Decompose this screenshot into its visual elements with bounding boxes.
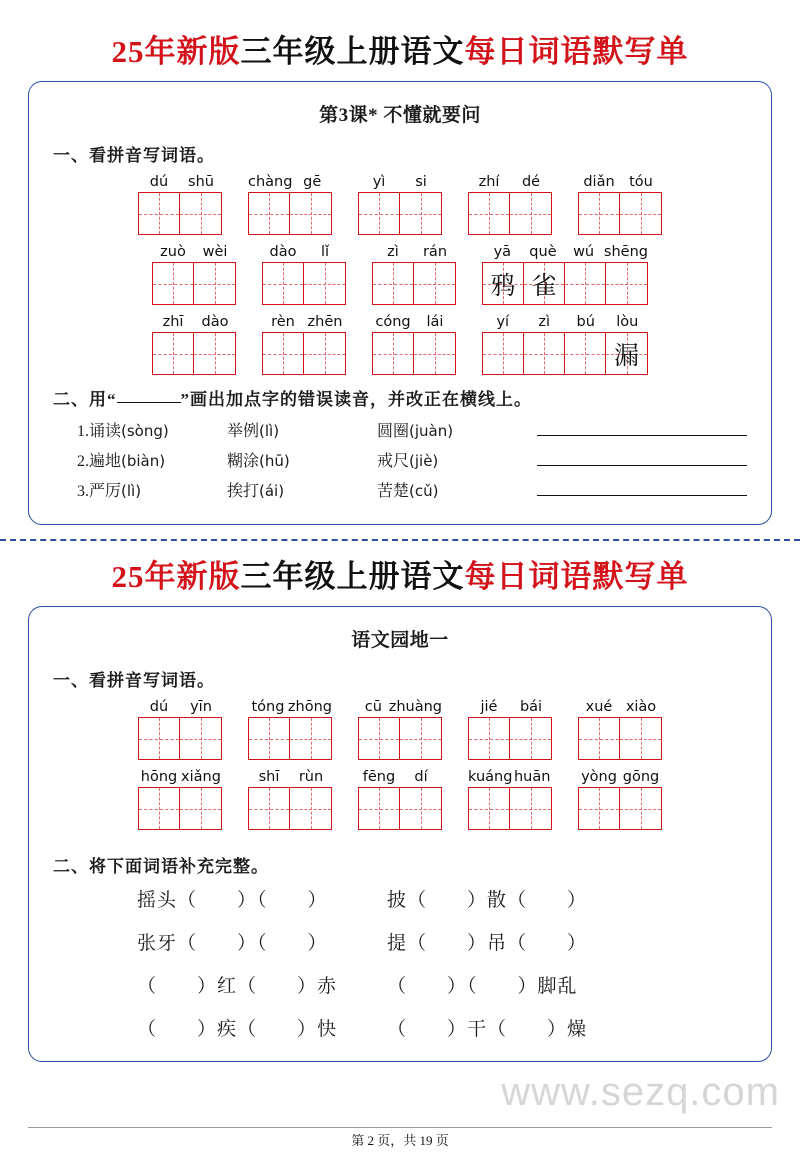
tianzige-cell[interactable]	[565, 333, 606, 374]
word-group	[152, 244, 236, 305]
pinyin-syllable: gē	[303, 174, 322, 190]
cell-char: 鸦	[490, 272, 516, 300]
tianzige-cell[interactable]	[483, 333, 524, 374]
pinyin-line	[468, 174, 552, 190]
tianzige-cell[interactable]	[180, 788, 221, 829]
item-pinyin: (jiè)	[409, 452, 439, 470]
pinyin-line	[482, 314, 648, 330]
pinyin-syllable: yā	[493, 244, 512, 260]
page-banner-1	[0, 26, 800, 71]
tianzige-grid[interactable]	[358, 192, 442, 235]
section-label-pinyin-writing-2: 一、看拼音写词语。	[53, 671, 215, 690]
tianzige-cell[interactable]	[263, 333, 304, 374]
tianzige-grid[interactable]	[138, 192, 222, 235]
pinyin-syllable: zhuàng	[388, 699, 442, 715]
word-group	[578, 769, 662, 830]
pinyin-line	[248, 699, 332, 715]
tianzige-cell[interactable]	[290, 788, 331, 829]
pinyin-syllable: xué	[585, 699, 613, 715]
tianzige-cell[interactable]	[153, 263, 194, 304]
section-label-complete-words: 二、将下面词语补充完整。	[53, 857, 269, 876]
exercise-row	[47, 478, 753, 501]
tianzige-grid[interactable]	[248, 787, 332, 830]
tianzige-cell[interactable]	[483, 263, 524, 304]
pinyin-syllable: cū	[364, 699, 382, 715]
tianzige-cell[interactable]	[400, 718, 441, 759]
pinyin-syllable: yí	[496, 314, 510, 330]
tianzige-cell[interactable]	[510, 718, 551, 759]
pinyin-syllable: wèi	[202, 244, 228, 260]
exercise-item	[227, 418, 377, 441]
word-group	[358, 769, 442, 830]
pinyin-line	[578, 174, 662, 190]
answer-blank[interactable]	[537, 420, 747, 436]
word-group	[372, 244, 456, 305]
word-group	[138, 769, 222, 830]
banner-black-middle: 三年级上册语文	[240, 34, 465, 69]
banner-red-prefix: 25年新版	[111, 559, 241, 594]
pinyin-syllable: zhí	[478, 174, 500, 190]
watermark: www.sezq.com	[501, 1070, 780, 1114]
item-word: 圆圈	[377, 423, 410, 440]
pinyin-line	[358, 174, 442, 190]
pinyin-line	[138, 174, 222, 190]
pinyin-line	[482, 244, 648, 260]
item-word: 诵读	[89, 423, 122, 440]
tianzige-grid[interactable]	[358, 787, 442, 830]
word-row	[47, 769, 753, 830]
tianzige-cell[interactable]	[469, 718, 510, 759]
pinyin-syllable: bú	[576, 314, 595, 330]
pinyin-syllable: xiào	[625, 699, 657, 715]
tianzige-cell[interactable]	[510, 788, 551, 829]
pinyin-syllable: huān	[513, 769, 551, 785]
item-word: 苦楚	[377, 483, 410, 500]
item-pinyin: (juàn)	[409, 422, 454, 440]
word-row	[47, 244, 753, 305]
tianzige-cell[interactable]	[414, 263, 455, 304]
exercise-item	[77, 448, 227, 471]
word-group	[262, 244, 346, 305]
pinyin-line	[262, 244, 346, 260]
pinyin-line	[578, 769, 662, 785]
tianzige-cell[interactable]	[579, 788, 620, 829]
tianzige-grid[interactable]	[372, 262, 456, 305]
tianzige-cell[interactable]	[400, 788, 441, 829]
fill-item-left[interactable]: （ ）红（ ）赤	[137, 976, 338, 997]
tianzige-grid[interactable]	[248, 192, 332, 235]
tianzige-grid[interactable]	[482, 332, 648, 375]
item-index: 1.	[77, 423, 89, 440]
tianzige-grid[interactable]	[468, 787, 552, 830]
pinyin-syllable: chàng	[248, 174, 293, 190]
tianzige-grid[interactable]	[482, 262, 648, 305]
tianzige-cell[interactable]	[620, 788, 661, 829]
cell-char: 漏	[613, 342, 639, 370]
tianzige-cell[interactable]	[359, 718, 400, 759]
pinyin-line	[358, 769, 442, 785]
word-group	[138, 174, 222, 235]
pinyin-syllable: yì	[372, 174, 386, 190]
page-footer	[0, 1127, 800, 1149]
pinyin-line	[358, 699, 442, 715]
pinyin-syllable: zhōng	[287, 699, 332, 715]
tianzige-cell[interactable]	[290, 718, 331, 759]
fill-row	[47, 885, 753, 912]
tianzige-cell[interactable]	[263, 263, 304, 304]
word-group	[248, 769, 332, 830]
word-group	[578, 699, 662, 760]
pinyin-line	[468, 769, 552, 785]
tianzige-grid[interactable]	[248, 717, 332, 760]
word-group	[482, 244, 648, 305]
item-word: 挨打	[227, 483, 260, 500]
fill-row	[47, 1014, 753, 1041]
underline-placeholder	[117, 402, 181, 403]
pinyin-line	[578, 699, 662, 715]
tianzige-cell[interactable]	[606, 263, 647, 304]
pinyin-syllable: tóu	[629, 174, 653, 190]
pinyin-line	[372, 244, 456, 260]
exercise-item	[377, 478, 527, 501]
word-group	[468, 699, 552, 760]
pinyin-syllable: dú	[149, 699, 169, 715]
pinyin-line	[152, 314, 236, 330]
item-word: 糊涂	[227, 453, 260, 470]
word-group	[468, 769, 552, 830]
pinyin-line	[248, 174, 332, 190]
exercise-item	[227, 448, 377, 471]
pinyin-syllable: shēng	[603, 244, 648, 260]
item-pinyin: (biàn)	[121, 452, 166, 470]
tianzige-grid[interactable]	[152, 262, 236, 305]
pinyin-syllable: si	[415, 174, 427, 190]
item-word: 严厉	[89, 483, 122, 500]
worksheet-page-2	[0, 551, 800, 1062]
tianzige-cell[interactable]	[194, 333, 235, 374]
section-label-suffix: ”画出加点字的错误读音，并改正在横线上。	[180, 390, 532, 409]
pinyin-syllable: tóng	[251, 699, 285, 715]
tianzige-cell[interactable]	[510, 193, 551, 234]
pinyin-line	[372, 314, 456, 330]
tianzige-cell[interactable]	[194, 263, 235, 304]
pinyin-line	[152, 244, 236, 260]
tianzige-grid[interactable]	[138, 787, 222, 830]
tianzige-cell[interactable]	[565, 263, 606, 304]
pinyin-syllable: bái	[519, 699, 543, 715]
pinyin-line	[138, 769, 222, 785]
pinyin-syllable: lái	[426, 314, 444, 330]
tianzige-grid[interactable]	[578, 192, 662, 235]
item-pinyin: (lì)	[121, 482, 142, 500]
answer-blank[interactable]	[537, 450, 747, 466]
footer-rule	[28, 1127, 772, 1128]
word-group	[248, 699, 332, 760]
fill-item-right[interactable]: （ ）干（ ）燥	[387, 1019, 588, 1040]
word-group	[138, 699, 222, 760]
tianzige-cell[interactable]	[579, 718, 620, 759]
tianzige-cell[interactable]	[373, 333, 414, 374]
exercise-row	[47, 448, 753, 471]
tianzige-cell[interactable]	[249, 718, 290, 759]
item-word: 戒尺	[377, 453, 410, 470]
tianzige-grid[interactable]	[262, 332, 346, 375]
tianzige-grid[interactable]	[468, 192, 552, 235]
tianzige-cell[interactable]	[414, 333, 455, 374]
item-word: 举例	[227, 423, 260, 440]
wrong-pinyin-exercise	[47, 418, 753, 501]
banner-red-suffix: 每日词语默写单	[464, 34, 689, 69]
pinyin-syllable: dí	[414, 769, 428, 785]
item-pinyin: (cǔ)	[409, 482, 439, 500]
word-row	[47, 314, 753, 375]
word-group	[152, 314, 236, 375]
lesson-title-1: 第3课* 不懂就要问	[319, 105, 481, 126]
item-pinyin: (hū)	[259, 452, 290, 470]
section-label-prefix: 二、用“	[53, 390, 117, 409]
fill-item-left[interactable]: 张牙（ ）（ ）	[137, 933, 328, 954]
item-word: 遍地	[89, 453, 122, 470]
pinyin-syllable: dào	[269, 244, 297, 260]
word-row	[47, 174, 753, 235]
tianzige-cell[interactable]	[249, 788, 290, 829]
fill-item-right[interactable]: （ ）（ ）脚乱	[387, 976, 578, 997]
tianzige-cell[interactable]	[180, 193, 221, 234]
word-group	[358, 699, 442, 760]
tianzige-grid[interactable]	[138, 717, 222, 760]
fill-item-right[interactable]: 披（ ）散（ ）	[387, 890, 588, 911]
tianzige-cell[interactable]	[469, 788, 510, 829]
pinyin-line	[262, 314, 346, 330]
tianzige-cell[interactable]	[606, 333, 647, 374]
pinyin-syllable: rèn	[271, 314, 295, 330]
pinyin-syllable: rùn	[298, 769, 324, 785]
tianzige-cell[interactable]	[139, 718, 180, 759]
tianzige-cell[interactable]	[524, 263, 565, 304]
pinyin-syllable: yīn	[190, 699, 212, 715]
word-group	[372, 314, 456, 375]
word-group	[262, 314, 346, 375]
banner-black-middle: 三年级上册语文	[240, 559, 465, 594]
tianzige-cell[interactable]	[304, 333, 345, 374]
pinyin-syllable: zhī	[162, 314, 184, 330]
word-group	[248, 174, 332, 235]
tianzige-cell[interactable]	[620, 193, 661, 234]
exercise-item	[377, 418, 527, 441]
section-label-wrong-pinyin	[53, 385, 753, 410]
tianzige-cell[interactable]	[290, 193, 331, 234]
word-group	[358, 174, 442, 235]
banner-red-prefix: 25年新版	[111, 34, 241, 69]
tianzige-cell[interactable]	[180, 718, 221, 759]
fill-row	[47, 971, 753, 998]
section-label-pinyin-writing-1: 一、看拼音写词语。	[53, 146, 215, 165]
worksheet-page-1	[0, 26, 800, 525]
tianzige-grid[interactable]	[372, 332, 456, 375]
pinyin-syllable: zì	[538, 314, 551, 330]
word-group	[482, 314, 648, 375]
tianzige-cell[interactable]	[373, 263, 414, 304]
item-pinyin: (ái)	[259, 482, 285, 500]
lesson-title-2: 语文园地一	[351, 630, 449, 651]
pinyin-syllable: lǐ	[320, 244, 330, 260]
pinyin-syllable: zuò	[160, 244, 186, 260]
tianzige-cell[interactable]	[304, 263, 345, 304]
tianzige-grid[interactable]	[578, 717, 662, 760]
answer-blank[interactable]	[537, 480, 747, 496]
tianzige-grid[interactable]	[578, 787, 662, 830]
page-banner-2	[0, 551, 800, 596]
item-pinyin: (sòng)	[121, 422, 169, 440]
item-pinyin: (lì)	[259, 422, 280, 440]
tianzige-cell[interactable]	[400, 193, 441, 234]
item-index: 2.	[77, 453, 89, 470]
word-group	[468, 174, 552, 235]
pinyin-syllable: diǎn	[583, 174, 615, 190]
pinyin-syllable: shū	[188, 174, 214, 190]
pinyin-syllable: zì	[387, 244, 399, 260]
pinyin-syllable: gōng	[622, 769, 660, 785]
page-divider	[0, 539, 800, 541]
pinyin-line	[138, 699, 222, 715]
pinyin-syllable: zhēn	[307, 314, 343, 330]
pinyin-syllable: fēng	[362, 769, 396, 785]
tianzige-cell[interactable]	[139, 788, 180, 829]
tianzige-grid[interactable]	[358, 717, 442, 760]
tianzige-grid[interactable]	[468, 717, 552, 760]
complete-words-exercise	[47, 885, 753, 1041]
banner-red-suffix: 每日词语默写单	[464, 559, 689, 594]
page-number: 第 2 页，共 19 页	[351, 1133, 449, 1148]
pinyin-syllable: què	[529, 244, 557, 260]
pinyin-line	[248, 769, 332, 785]
pinyin-syllable: xiǎng	[181, 769, 221, 785]
exercise-item	[77, 418, 227, 441]
pinyin-line	[468, 699, 552, 715]
pinyin-syllable: shī	[258, 769, 280, 785]
pinyin-syllable: lòu	[616, 314, 639, 330]
sheet-box-2	[28, 606, 772, 1062]
tianzige-cell[interactable]	[579, 193, 620, 234]
cell-char: 雀	[531, 272, 557, 300]
fill-item-right[interactable]: 提（ ）吊（ ）	[387, 933, 588, 954]
word-group	[578, 174, 662, 235]
tianzige-cell[interactable]	[249, 193, 290, 234]
pinyin-syllable: jié	[480, 699, 498, 715]
pinyin-syllable: cóng	[375, 314, 411, 330]
pinyin-syllable: dú	[149, 174, 169, 190]
tianzige-cell[interactable]	[359, 193, 400, 234]
item-index: 3.	[77, 483, 89, 500]
pinyin-syllable: dào	[201, 314, 229, 330]
exercise-item	[77, 478, 227, 501]
pinyin-syllable: yòng	[581, 769, 617, 785]
pinyin-syllable: wú	[573, 244, 595, 260]
word-row	[47, 699, 753, 760]
fill-row	[47, 928, 753, 955]
pinyin-syllable: hōng	[140, 769, 178, 785]
exercise-row	[47, 418, 753, 441]
tianzige-cell[interactable]	[469, 193, 510, 234]
pinyin-syllable: kuáng	[468, 769, 513, 785]
pinyin-syllable: dé	[521, 174, 541, 190]
exercise-item	[377, 448, 527, 471]
fill-item-left[interactable]: 摇头（ ）（ ）	[137, 890, 328, 911]
tianzige-cell[interactable]	[153, 333, 194, 374]
tianzige-cell[interactable]	[524, 333, 565, 374]
exercise-item	[227, 478, 377, 501]
pinyin-syllable: rán	[422, 244, 448, 260]
fill-item-left[interactable]: （ ）疾（ ）快	[137, 1019, 338, 1040]
tianzige-cell[interactable]	[139, 193, 180, 234]
sheet-box-1	[28, 81, 772, 525]
tianzige-cell[interactable]	[620, 718, 661, 759]
tianzige-cell[interactable]	[359, 788, 400, 829]
tianzige-grid[interactable]	[262, 262, 346, 305]
tianzige-grid[interactable]	[152, 332, 236, 375]
